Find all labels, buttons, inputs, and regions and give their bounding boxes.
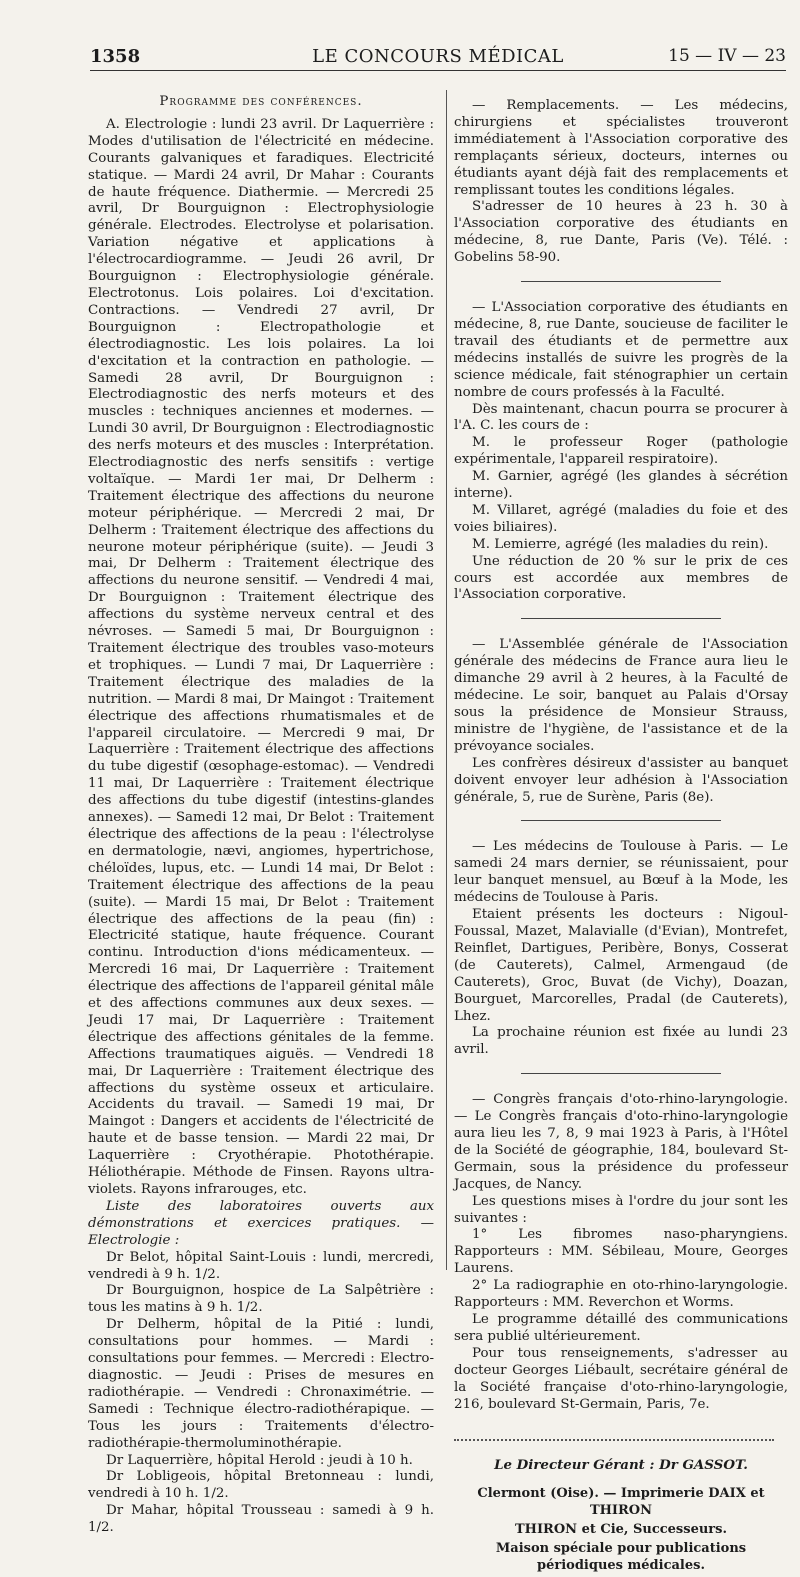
- remplacements-text: — Remplacements. — Les médecins, chirurgiens et spécialistes trouveront immédiatement à l'Association corporative des remplaçants sérieux, docteurs, internes ou étudiants ayant déjà fait des remplacements et remplissant toutes les conditions légales.: [454, 98, 788, 198]
- course-item-2: M. Garnier, agrégé (les glandes à sécrétion interne).: [454, 469, 788, 502]
- congres-question-2: 2° La radiographie en oto-rhino-laryngologie. Rapporteurs : MM. Reverchon et Worms.: [454, 1278, 788, 1311]
- lab-item-2: Dr Bourguignon, hospice de La Salpêtrière : tous les matins à 9 h. 1/2.: [88, 1283, 434, 1316]
- page-header: [90, 46, 786, 71]
- conference-paragraph-1: A. Electrologie : lundi 23 avril. Dr Laquerrière : Modes d'utilisation de l'électricité en médecine. Courants galvaniques et faradiques. Electricité statique. — Mardi 24 avril, Dr Mahar : Courants de haute fréquence. Diathermie. — Mercredi 25 avril, Dr Bourguignon : Electrophysiologie générale. Electrodes. Electrolyse et polarisation. Variation négative et applications à l'électrocardiogramme. — Jeudi 26 avril, Dr Bourguignon : Electrophysiologie générale. Electrotonus. Lois polaires. Loi d'excitation. Contractions. — Vendredi 27 avril, Dr Bourguignon : Electropathologie et électrodiagnostic. Les lois polaires. La loi d'excitation et la contraction en pathologie. — Samedi 28 avril, Dr Bourguignon : Electrodiagnostic des nerfs moteurs et des muscles : techniques anciennes et modernes. — Lundi 30 avril, Dr Bourguignon : Electrodiagnostic des nerfs moteurs et des muscles : Interprétation. Electrodiagnostic des nerfs sensitifs : vertige voltaïque. — Mardi 1er mai, Dr Delherm : Traitement électrique des affections du neurone moteur périphérique. — Mercredi 2 mai, Dr Delherm : Traitement électrique des affections du neurone moteur périphérique (suite). — Jeudi 3 mai, Dr Delherm : Traitement électrique des affections du neurone sensitif. — Vendredi 4 mai, Dr Bourguignon : Traitement électrique des affections du système nerveux central et des névroses. — Samedi 5 mai, Dr Bourguignon : Traitement électrique des troubles vaso-moteurs et trophiques. — Lundi 7 mai, Dr Laquerrière : Traitement électrique des maladies de la nutrition. — Mardi 8 mai, Dr Maingot : Traitement électrique des affections rhumatismales et de l'appareil circulatoire. — Mercredi 9 mai, Dr Laquerrière : Traitement électrique des affections du tube digestif (œsophage-estomac). — Vendredi 11 mai, Dr Laquerrière : Traitement électrique des affections du tube digestif (intestins-glandes annexes). — Samedi 12 mai, Dr Belot : Traitement électrique des affections de la peau : l'électrolyse en dermatologie, nævi, angiomes, hypertrichose, chéloïdes, lupus, etc. — Lundi 14 mai, Dr Belot : Traitement électrique des affections de la peau (suite). — Mardi 15 mai, Dr Belot : Traitement électrique des affections de la peau (fin) : Electricité statique, haute fréquence. Courant continu. Introduction d'ions médicamenteux. — Mercredi 16 mai, Dr Laquerrière : Traitement électrique des affections de l'appareil génital mâle et des affections communes aux deux sexes. — Jeudi 17 mai, Dr Laquerrière : Traitement électrique des affections génitales de la femme. Affections traumatiques aiguës. — Vendredi 18 mai, Dr Laquerrière : Traitement électrique des affections du système osseux et articulaire. Accidents du travail. — Samedi 19 mai, Dr Maingot : Dangers et accidents de l'électricité de haute et de basse tension. — Mardi 22 mai, Dr Laquerrière : Cryothérapie. Photothérapie. Héliothérapie. Méthode de Finsen. Rayons ultra-violets. Rayons infrarouges, etc.: [88, 116, 434, 1197]
- divider: [521, 618, 721, 619]
- issue-date: 15 — IV — 23: [668, 46, 786, 66]
- toulouse-present: Etaient présents les docteurs : Nigoul-Foussal, Mazet, Malavialle (d'Evian), Montrefet, Reinflet, Dartigues, Peribère, Bonys, Cosserat (de Cauterets), Calmel, Armengaud (de Cauterets), Groc, Buvat (de Vichy), Doazan, Bourguet, Marcorelles, Pradal (de Cauterets), Lhez.: [454, 907, 788, 1024]
- lab-item-1: Dr Belot, hôpital Saint-Louis : lundi, mercredi, vendredi à 9 h. 1/2.: [88, 1249, 434, 1282]
- assemblee-invitation: Les confrères désireux d'assister au banquet doivent envoyer leur adhésion à l'Association générale, 5, rue de Surène, Paris (8e).: [454, 755, 788, 805]
- assemblee-text: — L'Assemblée générale de l'Association générale des médecins de France aura lieu le dimanche 29 avril à 2 heures, à la Faculté de médecine. Le soir, banquet au Palais d'Orsay sous la présidence de Monsieur Strauss, ministre de l'hygiène, de l'assistance et de la prévoyance sociales.: [454, 637, 788, 754]
- right-column: [454, 98, 788, 1577]
- course-item-3: M. Villaret, agrégé (maladies du foie et des voies biliaires).: [454, 502, 788, 535]
- printer-line-2: THIRON et Cie, Successeurs.: [515, 1522, 727, 1538]
- congres-text: — Congrès français d'oto-rhino-laryngologie. — Le Congrès français d'oto-rhino-laryngologie aura lieu les 7, 8, 9 mai 1923 à Paris, à l'Hôtel de la Société de géographie, 184, boulevard St-Germain, sous la présidence du professeur Jacques, de Nancy.: [454, 1092, 788, 1192]
- toulouse-text: — Les médecins de Toulouse à Paris. — Le samedi 24 mars dernier, se réunissaient, pour leur banquet mensuel, au Bœuf à la Mode, les médecins de Toulouse à Paris.: [454, 839, 788, 906]
- ornamental-rule: [454, 1439, 774, 1447]
- laboratories-intro: Liste des laboratoires ouverts aux démonstrations et exercices pratiques. — Electrologie :: [88, 1198, 434, 1248]
- divider: [521, 1073, 721, 1074]
- director-signature: Le Directeur Gérant : Dr GASSOT.: [494, 1457, 748, 1474]
- conference-heading: Programme des conférences.: [159, 94, 363, 109]
- printer-imprint: [454, 1486, 788, 1575]
- printer-line-3: Maison spéciale pour publications périodiques médicales.: [495, 1541, 747, 1573]
- lab-item-6: Dr Mahar, hôpital Trousseau : samedi à 9 h. 1/2.: [88, 1503, 434, 1536]
- lab-item-5: Dr Lobligeois, hôpital Bretonneau : lundi, vendredi à 10 h. 1/2.: [88, 1469, 434, 1502]
- lab-item-3: Dr Delherm, hôpital de la Pitié : lundi, consultations pour hommes. — Mardi : consultations pour femmes. — Mercredi : Electro-diagnostic. — Jeudi : Prises de mesures en radiothérapie. — Vendredi : Chronaximétrie. — Samedi : Technique électro-radiothérapique. — Tous les jours : Traitements d'électro-radiothérapie-thermoluminothérapie.: [88, 1317, 434, 1451]
- association-text: — L'Association corporative des étudiants en médecine, 8, rue Dante, soucieuse de faciliter le travail des étudiants et de permettre aux médecins installés de suivre les progrès de la science médicale, fait sténographier un certain nombre de cours professés à la Faculté.: [454, 300, 788, 400]
- section-assemblee: [454, 637, 788, 806]
- congres-question-1: 1° Les fibromes naso-pharyngiens. Rapporteurs : MM. Sébileau, Moure, Georges Laurens.: [454, 1227, 788, 1277]
- section-remplacements: [454, 98, 788, 267]
- congres-questions: Les questions mises à l'ordre du jour sont les suivantes :: [454, 1193, 788, 1226]
- left-column: [88, 94, 434, 1537]
- column-divider: [446, 90, 447, 1270]
- toulouse-next: La prochaine réunion est fixée au lundi 23 avril.: [454, 1025, 788, 1058]
- association-reduction: Une réduction de 20 % sur le prix de ces cours est accordée aux membres de l'Association corporative.: [454, 553, 788, 603]
- section-congres: [454, 1092, 788, 1413]
- congres-contact: Pour tous renseignements, s'adresser au docteur Georges Liébault, secrétaire général de la Société française d'oto-rhino-laryngologie, 216, boulevard St-Germain, Paris, 7e.: [454, 1345, 788, 1412]
- course-item-4: M. Lemierre, agrégé (les maladies du rein).: [472, 536, 769, 552]
- lab-item-4: Dr Laquerrière, hôpital Herold : jeudi à 10 h.: [106, 1452, 413, 1468]
- remplacements-address: S'adresser de 10 heures à 23 h. 30 à l'Association corporative des étudiants en médecine, 8, rue Dante, Paris (Ve). Télé. : Gobelins 58-90.: [454, 199, 788, 266]
- section-toulouse: [454, 839, 788, 1059]
- association-courses-intro: Dès maintenant, chacun pourra se procurer à l'A. C. les cours de :: [454, 401, 788, 434]
- journal-title: LE CONCOURS MÉDICAL: [312, 46, 564, 67]
- page-number: 1358: [90, 46, 141, 67]
- section-association: [454, 300, 788, 604]
- printer-line-1: Clermont (Oise). — Imprimerie DAIX et THIRON: [477, 1486, 765, 1519]
- divider: [521, 820, 721, 821]
- course-item-1: M. le professeur Roger (pathologie expérimentale, l'appareil respiratoire).: [454, 435, 788, 468]
- divider: [521, 281, 721, 282]
- congres-programme: Le programme détaillé des communications sera publié ultérieurement.: [454, 1312, 788, 1344]
